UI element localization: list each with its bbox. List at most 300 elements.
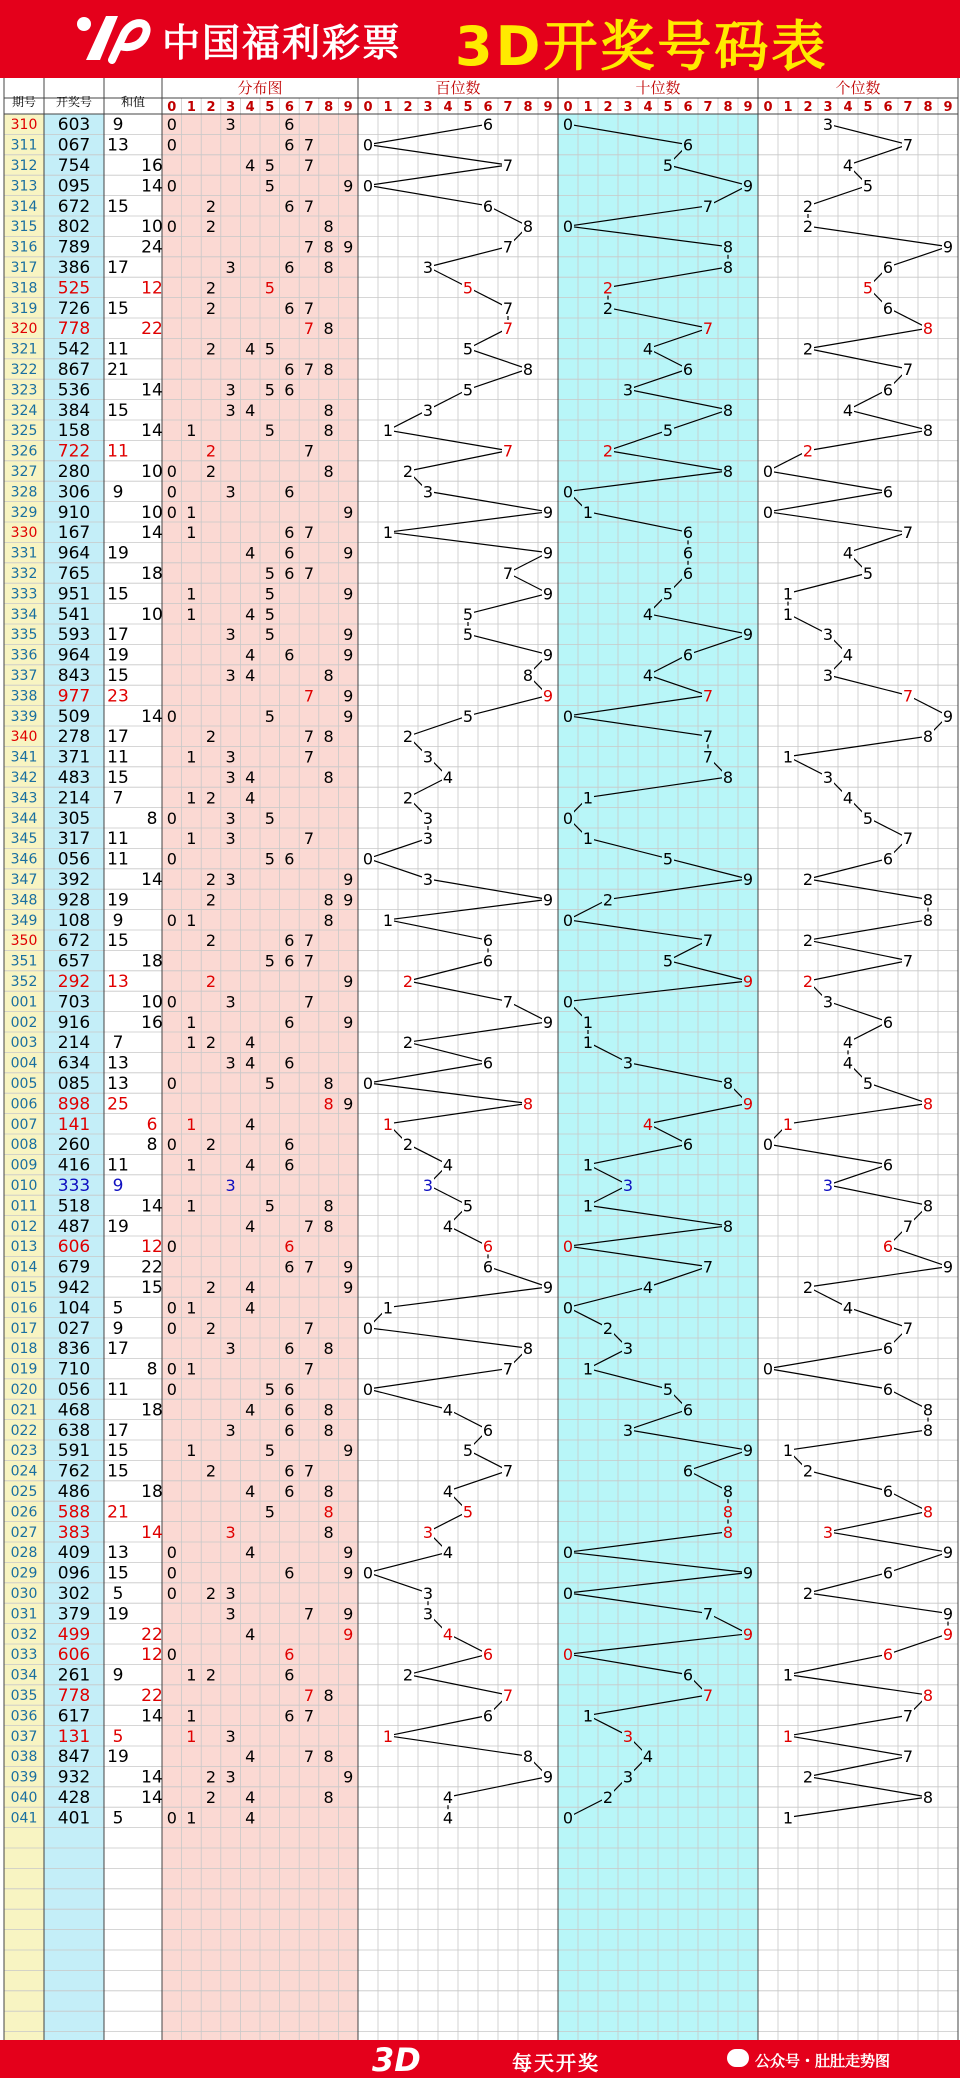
distribution-mark: 0: [166, 1563, 177, 1583]
distribution-mark: 6: [284, 1482, 295, 1501]
distribution-mark: 8: [323, 1196, 334, 1216]
period-cell: 326: [10, 443, 38, 460]
distribution-mark: 1: [186, 1033, 197, 1053]
tens-mark: 7: [702, 931, 714, 951]
period-cell: 339: [10, 708, 38, 725]
distribution-mark: 2: [205, 788, 217, 808]
draw-trend-table: [0, 78, 960, 2040]
distribution-mark: 1: [186, 1155, 197, 1175]
distribution-mark: 2: [205, 1788, 217, 1807]
draw-number-cell: 710: [57, 1359, 91, 1380]
distribution-mark: 5: [264, 584, 275, 604]
distribution-mark: 4: [245, 1808, 256, 1828]
digit-header: 9: [943, 100, 953, 115]
digit-header: 6: [483, 100, 493, 115]
table-row: [11, 1217, 914, 1237]
units-mark: 1: [782, 604, 794, 624]
tens-mark: 1: [582, 1033, 594, 1053]
sum-cell: 8: [146, 1359, 158, 1380]
draw-number-cell: 292: [57, 972, 91, 992]
units-mark: 1: [782, 1726, 794, 1746]
distribution-mark: 4: [245, 1216, 256, 1236]
sum-cell: 22: [141, 319, 163, 340]
period-cell: 041: [10, 1810, 38, 1827]
hundreds-mark: 4: [442, 1155, 454, 1175]
table-row: [11, 1237, 894, 1257]
hundreds-mark: 6: [482, 1257, 494, 1277]
table-row: [11, 238, 954, 258]
units-mark: 8: [922, 1420, 934, 1440]
digit-header: 3: [823, 100, 833, 115]
draw-number-cell: 167: [57, 523, 91, 544]
tens-mark: 0: [562, 1808, 574, 1828]
period-cell: 342: [10, 770, 38, 786]
distribution-mark: 9: [343, 890, 354, 910]
hundreds-mark: 9: [542, 1767, 554, 1787]
tens-mark: 7: [702, 196, 714, 216]
hundreds-mark: 6: [482, 196, 494, 216]
sum-cell: 14: [141, 1522, 163, 1543]
draw-number-cell: 964: [57, 543, 91, 564]
distribution-mark: 0: [166, 482, 177, 502]
tens-mark: 8: [722, 400, 734, 420]
units-mark: 5: [862, 176, 874, 196]
sum-cell: 19: [107, 1604, 129, 1625]
tens-mark: 6: [682, 543, 694, 563]
digit-header: 5: [863, 100, 873, 115]
distribution-mark: 7: [303, 1318, 315, 1338]
hundreds-mark: 3: [422, 1584, 434, 1603]
distribution-mark: 4: [245, 604, 256, 624]
distribution-mark: 9: [343, 686, 354, 706]
distribution-mark: 4: [245, 1278, 256, 1297]
hundreds-mark: 7: [502, 992, 514, 1012]
tens-mark: 2: [602, 441, 614, 461]
units-mark: 8: [922, 1094, 934, 1114]
digit-header: 2: [403, 100, 413, 115]
units-mark: 6: [882, 1482, 894, 1501]
units-mark: 4: [842, 156, 854, 175]
hundreds-mark: 6: [482, 115, 494, 135]
draw-number-cell: 509: [57, 706, 91, 727]
digit-header: 1: [186, 100, 196, 115]
distribution-mark: 1: [186, 1441, 197, 1461]
table-header: [12, 79, 953, 115]
distribution-mark: 4: [245, 1543, 256, 1563]
digit-header: 4: [443, 100, 453, 115]
sum-cell: 15: [107, 298, 129, 319]
period-cell: 331: [10, 545, 38, 562]
units-mark: 5: [862, 564, 874, 583]
distribution-mark: 8: [323, 666, 334, 685]
distribution-mark: 5: [264, 706, 275, 726]
sum-cell: 13: [107, 972, 129, 992]
tens-mark: 1: [582, 829, 594, 849]
period-header: 期号: [11, 95, 37, 109]
tens-mark: 0: [562, 910, 574, 930]
digit-header: 9: [743, 100, 753, 115]
hundreds-mark: 9: [542, 1278, 554, 1297]
tens-mark: 0: [562, 482, 574, 502]
sum-header: 和值: [120, 95, 146, 109]
distribution-mark: 9: [343, 502, 354, 522]
draw-number-cell: 910: [57, 502, 91, 523]
units-mark: 6: [882, 482, 894, 502]
hundreds-mark: 6: [482, 1053, 494, 1073]
distribution-mark: 8: [323, 1339, 334, 1359]
distribution-mark: 4: [245, 1053, 256, 1073]
sum-cell: 14: [141, 380, 163, 401]
draw-number-cell: 096: [57, 1563, 91, 1584]
table-row: [11, 727, 934, 747]
units-mark: 8: [922, 1686, 934, 1705]
hundreds-mark: 3: [422, 1604, 434, 1624]
units-mark: 6: [882, 1155, 894, 1175]
distribution-mark: 9: [343, 543, 354, 563]
distribution-mark: 2: [205, 298, 217, 318]
distribution-mark: 6: [284, 1135, 295, 1155]
period-cell: 025: [10, 1484, 38, 1500]
draw-number-cell: 778: [57, 319, 91, 340]
digit-header: 8: [324, 100, 334, 115]
hundreds-mark: 8: [522, 666, 534, 685]
distribution-mark: 7: [303, 564, 315, 583]
digit-header: 3: [623, 100, 633, 115]
distribution-mark: 7: [303, 1216, 315, 1236]
draw-number-cell: 302: [57, 1584, 91, 1604]
distribution-mark: 3: [225, 115, 236, 135]
tens-mark: 7: [702, 686, 714, 706]
distribution-mark: 8: [323, 1502, 334, 1522]
distribution-mark: 6: [284, 564, 295, 583]
hundreds-mark: 8: [522, 360, 534, 379]
units-mark: 2: [802, 217, 814, 237]
draw-number-cell: 802: [57, 217, 91, 238]
distribution-mark: 0: [166, 1135, 177, 1155]
units-mark: 0: [762, 1135, 774, 1155]
hundreds-mark: 1: [382, 421, 394, 441]
units-mark: 7: [902, 951, 914, 971]
draw-number-cell: 056: [57, 1380, 91, 1400]
distribution-mark: 0: [166, 910, 177, 930]
distribution-mark: 0: [166, 1645, 177, 1665]
sum-cell: 11: [107, 747, 129, 768]
draw-number-cell: 603: [57, 115, 91, 136]
distribution-mark: 4: [245, 1400, 256, 1420]
tens-mark: 7: [702, 319, 714, 339]
distribution-mark: 0: [166, 462, 177, 481]
distribution-mark: 0: [166, 1359, 177, 1379]
digit-header: 1: [783, 100, 793, 115]
distribution-mark: 4: [245, 1482, 256, 1501]
units-mark: 6: [882, 298, 894, 318]
period-cell: 315: [10, 219, 38, 236]
distribution-mark: 6: [284, 523, 295, 543]
draw-number-cell: 847: [57, 1747, 91, 1768]
distribution-mark: 8: [323, 768, 334, 787]
brand-name: 中国福利彩票: [162, 21, 403, 65]
distribution-mark: 8: [323, 1788, 334, 1807]
hundreds-mark: 2: [402, 1135, 414, 1155]
draw-number-cell: 672: [57, 196, 91, 217]
distribution-mark: 2: [205, 1665, 217, 1685]
tens-mark: 9: [742, 625, 754, 645]
tens-mark: 2: [602, 890, 614, 910]
table-row: [11, 1564, 894, 1584]
sum-cell: 17: [107, 1420, 129, 1441]
distribution-mark: 9: [343, 1012, 354, 1032]
tens-mark: 7: [702, 1604, 714, 1624]
distribution-mark: 9: [343, 1257, 354, 1277]
distribution-mark: 5: [264, 1502, 275, 1522]
tens-mark: 1: [582, 1359, 594, 1379]
digit-header: 5: [663, 100, 673, 115]
units-mark: 1: [782, 1665, 794, 1685]
tens-mark: 0: [562, 1298, 574, 1318]
distribution-mark: 0: [166, 1584, 177, 1603]
distribution-mark: 5: [264, 156, 275, 175]
tens-mark: 0: [562, 706, 574, 726]
sum-cell: 21: [107, 360, 129, 380]
table-row: [11, 1482, 894, 1502]
period-cell: 328: [10, 484, 38, 501]
tens-mark: 2: [602, 1318, 614, 1338]
sum-cell: 19: [107, 1216, 129, 1237]
tens-mark: 1: [582, 1155, 594, 1175]
units-mark: 5: [862, 808, 874, 828]
hundreds-mark: 8: [522, 217, 534, 237]
tens-mark: 5: [662, 1380, 674, 1399]
sum-cell: 15: [107, 584, 129, 605]
distribution-mark: 5: [264, 564, 275, 583]
units-mark: 9: [942, 706, 954, 726]
tens-mark: 6: [682, 135, 694, 155]
tens-mark: 1: [582, 1706, 594, 1726]
distribution-mark: 3: [225, 747, 236, 767]
distribution-mark: 5: [264, 1074, 275, 1093]
distribution-mark: 7: [303, 1604, 315, 1624]
sum-cell: 5: [112, 1584, 124, 1604]
distribution-mark: 0: [166, 1237, 177, 1257]
distribution-mark: 9: [343, 1094, 354, 1114]
distribution-mark: 6: [284, 482, 295, 502]
distribution-mark: 1: [186, 1359, 197, 1379]
sum-cell: 12: [141, 1237, 163, 1258]
sum-cell: 22: [141, 1624, 163, 1645]
distribution-mark: 4: [245, 1298, 256, 1318]
tens-mark: 4: [642, 1114, 654, 1134]
draw-number-cell: 634: [57, 1053, 91, 1074]
distribution-mark: 3: [225, 829, 236, 849]
distribution-mark: 5: [264, 604, 275, 624]
sum-cell: 15: [107, 931, 129, 952]
tens-mark: 9: [742, 870, 754, 889]
units-mark: 0: [762, 502, 774, 522]
distribution-mark: 7: [303, 992, 315, 1012]
units-mark: 9: [942, 1257, 954, 1277]
footer-slogan: 每天开奖: [512, 2051, 600, 2075]
draw-number-cell: 278: [57, 727, 91, 748]
draw-number-cell: 317: [57, 829, 91, 850]
table-row: [11, 360, 914, 380]
units-mark: 7: [902, 1216, 914, 1236]
draw-number-cell: 525: [57, 278, 91, 299]
distribution-mark: 7: [303, 237, 315, 257]
table-row: [11, 523, 914, 543]
distribution-mark: 3: [225, 1176, 236, 1195]
distribution-mark: 7: [303, 360, 315, 379]
tens-mark: 8: [722, 1482, 734, 1501]
distribution-mark: 7: [303, 441, 315, 461]
distribution-mark: 7: [303, 156, 315, 175]
period-cell: 317: [10, 260, 38, 276]
units-mark: 2: [802, 870, 814, 889]
distribution-mark: 1: [186, 1706, 197, 1726]
distribution-mark: 7: [303, 523, 315, 543]
units-mark: 8: [922, 727, 934, 747]
distribution-mark: 6: [284, 196, 295, 216]
tens-mark: 0: [562, 1584, 574, 1603]
distribution-mark: 1: [186, 910, 197, 930]
hundreds-mark: 4: [442, 1543, 454, 1563]
hundreds-mark: 9: [542, 890, 554, 910]
period-cell: 006: [10, 1096, 38, 1113]
sum-cell: 17: [107, 625, 129, 646]
distribution-mark: 7: [303, 951, 315, 971]
distribution-mark: 2: [205, 1584, 217, 1603]
distribution-mark: 3: [225, 625, 236, 645]
draw-number-cell: 542: [57, 339, 91, 360]
tens-mark: 3: [622, 1767, 634, 1787]
table-row: [11, 1686, 934, 1706]
table-row: [11, 1380, 894, 1400]
digit-header: 9: [543, 100, 553, 115]
hundreds-mark: 9: [542, 686, 554, 706]
period-cell: 334: [10, 606, 38, 623]
distribution-mark: 9: [343, 584, 354, 604]
sum-cell: 10: [141, 217, 163, 238]
draw-number-cell: 027: [57, 1318, 91, 1339]
tens-mark: 0: [562, 808, 574, 828]
tens-mark: 6: [682, 360, 694, 379]
distribution-mark: 3: [225, 1339, 236, 1359]
draw-number-cell: 964: [57, 645, 91, 666]
period-cell: 034: [10, 1667, 38, 1684]
hundreds-mark: 6: [482, 1706, 494, 1726]
distribution-mark: 3: [225, 258, 236, 277]
tens-mark: 8: [722, 1502, 734, 1522]
distribution-mark: 4: [245, 1033, 256, 1053]
units-mark: 4: [842, 645, 854, 665]
distribution-mark: 7: [303, 319, 315, 339]
sum-cell: 14: [141, 1767, 163, 1788]
tens-mark: 1: [582, 788, 594, 808]
distribution-mark: 6: [284, 1420, 295, 1440]
table-row: [11, 401, 854, 421]
distribution-mark: 8: [323, 1522, 334, 1542]
table-row: [11, 319, 934, 339]
period-cell: 349: [10, 912, 38, 929]
units-mark: 1: [782, 1441, 794, 1461]
period-cell: 014: [10, 1259, 38, 1276]
digit-header: 7: [304, 100, 314, 115]
hundreds-mark: 1: [382, 910, 394, 930]
tens-mark: 7: [702, 747, 714, 767]
hundreds-mark: 2: [402, 462, 414, 481]
hundreds-mark: 2: [402, 1665, 414, 1685]
table-row: [11, 421, 934, 441]
units-mark: 9: [942, 1624, 954, 1644]
hundreds-mark: 3: [422, 829, 434, 849]
sum-cell: 10: [141, 462, 163, 482]
distribution-mark: 2: [205, 1278, 217, 1297]
digit-header: 8: [523, 100, 533, 115]
units-mark: 2: [802, 339, 814, 359]
distribution-mark: 0: [166, 706, 177, 726]
tens-mark: 2: [602, 298, 614, 318]
distribution-mark: 6: [284, 1665, 295, 1685]
distribution-mark: 2: [205, 196, 217, 216]
distribution-mark: 2: [205, 278, 217, 298]
draw-number-cell: 951: [57, 584, 91, 605]
tens-mark: 8: [722, 258, 734, 277]
distribution-mark: 1: [186, 1196, 197, 1216]
hundreds-mark: 9: [542, 543, 554, 563]
tens-mark: 3: [622, 1420, 634, 1440]
distribution-mark: 5: [264, 1196, 275, 1216]
sum-cell: 9: [112, 115, 124, 136]
units-mark: 7: [902, 523, 914, 543]
distribution-mark: 4: [245, 788, 256, 808]
sum-cell: 25: [107, 1094, 129, 1115]
tens-mark: 5: [662, 849, 674, 869]
units-mark: 9: [942, 1543, 954, 1563]
distribution-mark: 8: [323, 319, 334, 339]
hundreds-mark: 7: [502, 319, 514, 339]
distribution-mark: 4: [245, 339, 256, 359]
draw-number-cell: 333: [57, 1176, 91, 1196]
sum-cell: 15: [107, 400, 129, 421]
period-cell: 028: [10, 1545, 38, 1562]
period-cell: 019: [10, 1361, 38, 1378]
units-mark: 7: [902, 1706, 914, 1726]
distribution-mark: 4: [245, 1114, 256, 1134]
hundreds-mark: 3: [422, 808, 434, 828]
page-title: 3D开奖号码表: [455, 15, 829, 78]
units-mark: 3: [822, 992, 834, 1012]
tens-mark: 2: [602, 278, 614, 298]
units-mark: 6: [882, 1237, 894, 1257]
distribution-mark: 0: [166, 1808, 177, 1828]
distribution-mark: 7: [303, 196, 315, 216]
period-cell: 322: [10, 362, 38, 378]
table-row: [11, 1339, 894, 1359]
draw-number-cell: 416: [57, 1155, 91, 1176]
units-mark: 4: [842, 788, 854, 808]
table-row: [11, 911, 934, 931]
tens-mark: 6: [682, 1461, 694, 1481]
period-cell: 036: [10, 1708, 38, 1725]
period-cell: 323: [10, 382, 38, 399]
distribution-mark: 5: [264, 1441, 275, 1461]
period-cell: 337: [10, 668, 38, 684]
distribution-mark: 6: [284, 1053, 295, 1073]
units-mark: 6: [882, 849, 894, 869]
distribution-mark: 3: [225, 808, 236, 828]
hundreds-mark: 2: [402, 788, 414, 808]
units-mark: 8: [922, 1196, 934, 1216]
units-mark: 2: [802, 1584, 814, 1603]
